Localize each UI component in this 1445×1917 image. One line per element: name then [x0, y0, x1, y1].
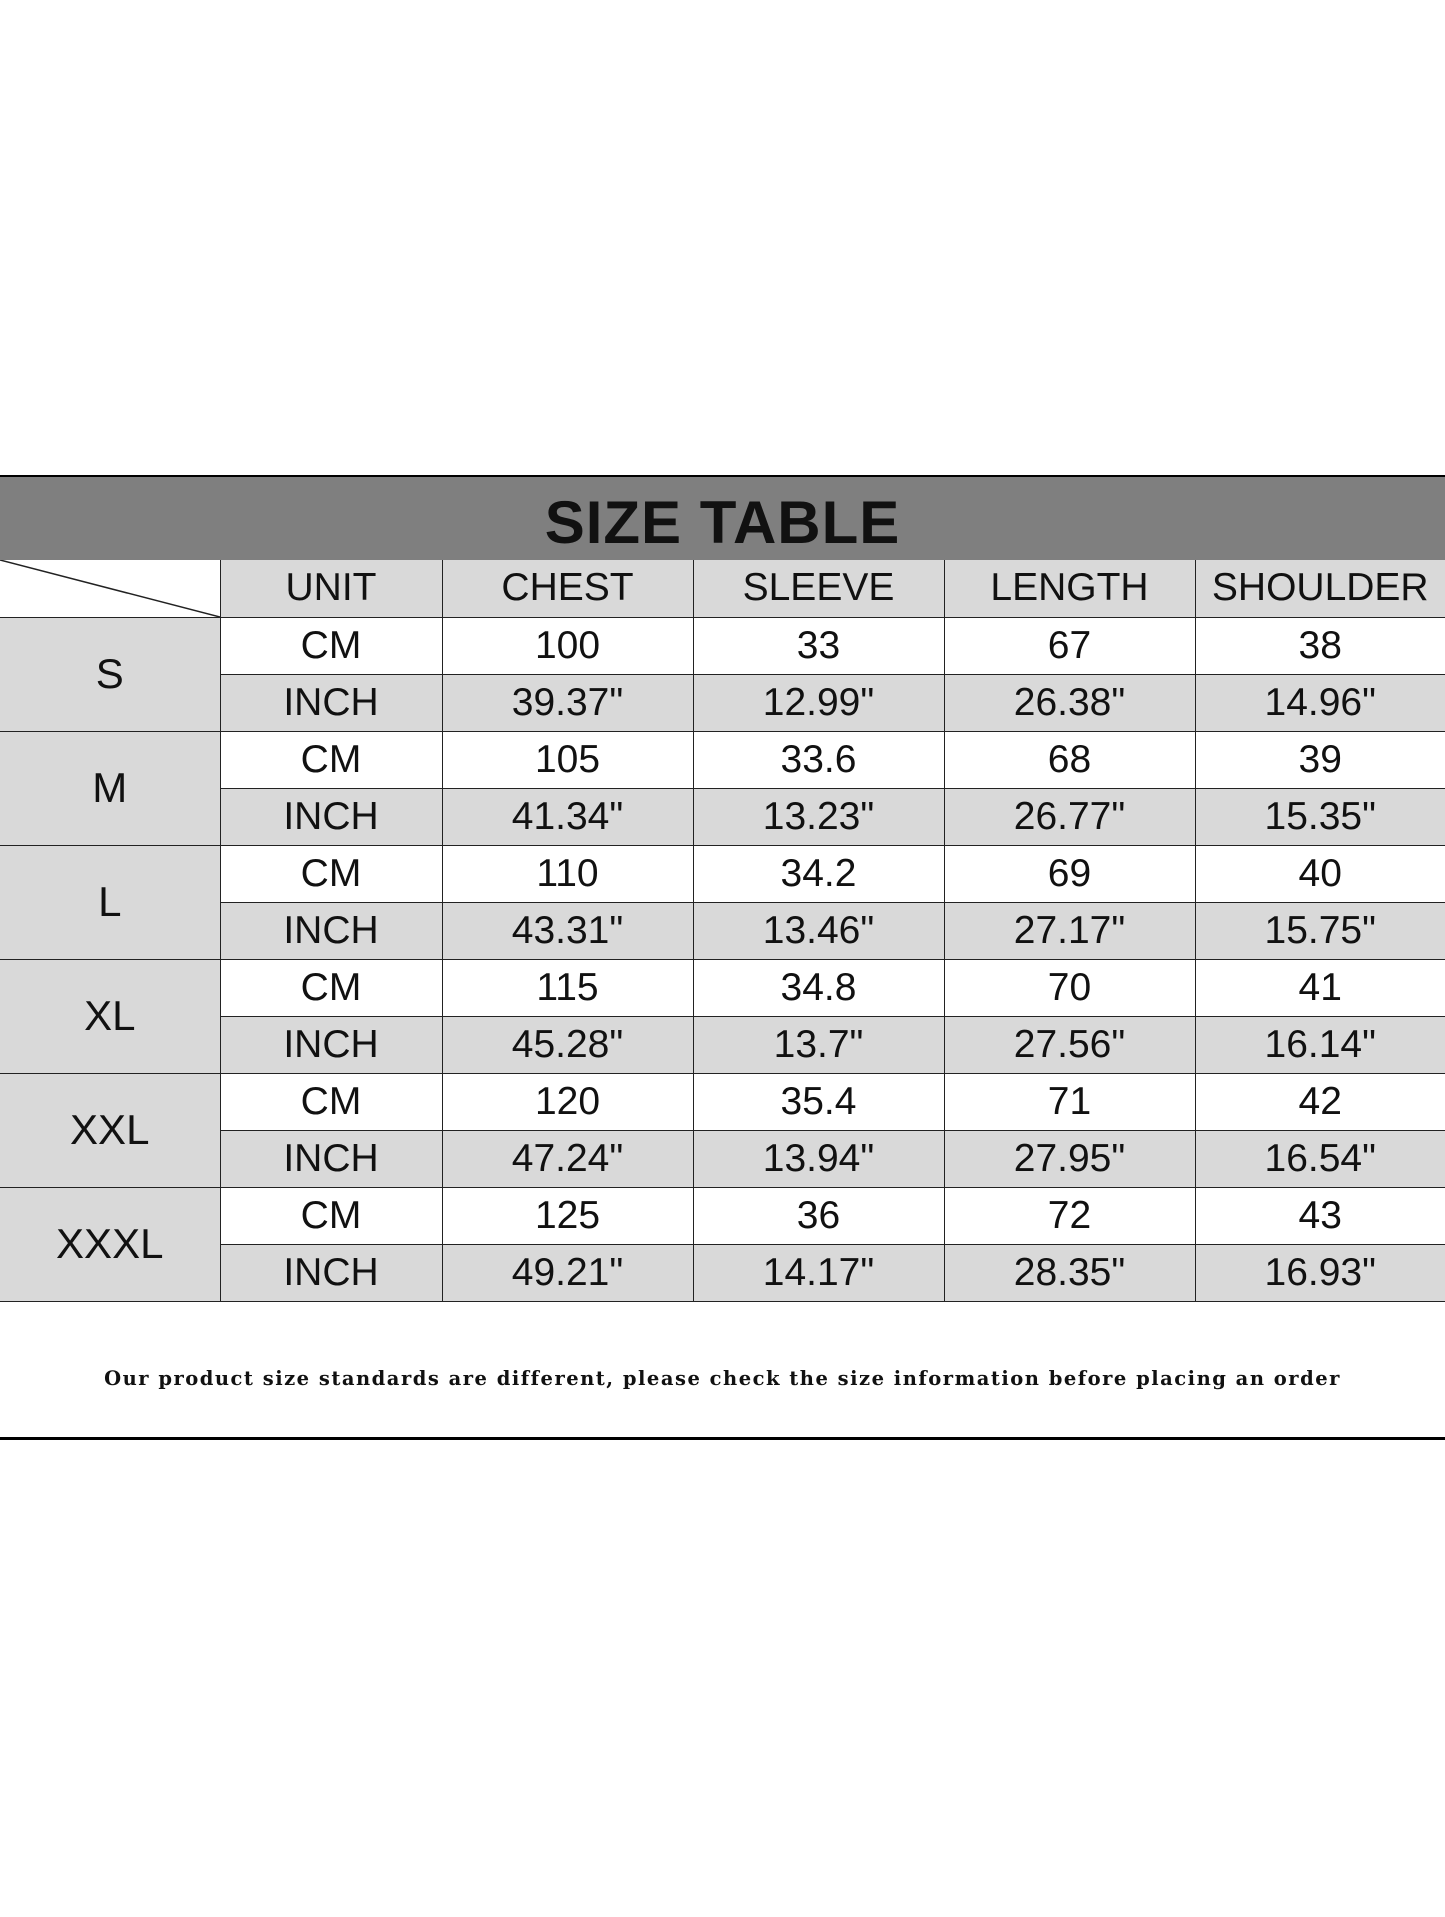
sleeve-value: 35.4	[693, 1073, 944, 1130]
table-row	[0, 1073, 1445, 1130]
sleeve-value: 34.8	[693, 959, 944, 1016]
unit-cell: CM	[220, 617, 442, 674]
length-value: 67	[944, 617, 1195, 674]
header-unit: UNIT	[220, 560, 442, 617]
unit-cell: CM	[220, 1073, 442, 1130]
chest-value: 100	[442, 617, 693, 674]
unit-cell: CM	[220, 1187, 442, 1244]
unit-cell: INCH	[220, 674, 442, 731]
length-value: 27.17"	[944, 902, 1195, 959]
shoulder-value: 16.14"	[1195, 1016, 1445, 1073]
unit-cell: CM	[220, 845, 442, 902]
shoulder-value: 40	[1195, 845, 1445, 902]
shoulder-value: 15.75"	[1195, 902, 1445, 959]
sleeve-value: 13.94"	[693, 1130, 944, 1187]
sleeve-value: 13.46"	[693, 902, 944, 959]
size-label: M	[0, 731, 220, 845]
shoulder-value: 14.96"	[1195, 674, 1445, 731]
shoulder-value: 16.93"	[1195, 1244, 1445, 1301]
chest-value: 110	[442, 845, 693, 902]
unit-cell: CM	[220, 959, 442, 1016]
unit-cell: INCH	[220, 1244, 442, 1301]
length-value: 72	[944, 1187, 1195, 1244]
header-length: LENGTH	[944, 560, 1195, 617]
length-value: 26.38"	[944, 674, 1195, 731]
chest-value: 39.37"	[442, 674, 693, 731]
shoulder-value: 42	[1195, 1073, 1445, 1130]
title-bar	[0, 477, 1445, 562]
size-label: L	[0, 845, 220, 959]
length-value: 70	[944, 959, 1195, 1016]
chest-value: 49.21"	[442, 1244, 693, 1301]
sleeve-value: 13.23"	[693, 788, 944, 845]
shoulder-value: 16.54"	[1195, 1130, 1445, 1187]
length-value: 28.35"	[944, 1244, 1195, 1301]
length-value: 27.56"	[944, 1016, 1195, 1073]
table-row	[0, 1187, 1445, 1244]
length-value: 69	[944, 845, 1195, 902]
unit-cell: INCH	[220, 1016, 442, 1073]
sleeve-value: 36	[693, 1187, 944, 1244]
length-value: 27.95"	[944, 1130, 1195, 1187]
sleeve-value: 14.17"	[693, 1244, 944, 1301]
shoulder-value: 38	[1195, 617, 1445, 674]
table-row	[0, 959, 1445, 1016]
unit-cell: INCH	[220, 788, 442, 845]
header-chest: CHEST	[442, 560, 693, 617]
unit-cell: INCH	[220, 1130, 442, 1187]
length-value: 26.77"	[944, 788, 1195, 845]
header-row	[0, 560, 1445, 617]
table-row	[0, 731, 1445, 788]
length-value: 68	[944, 731, 1195, 788]
size-label: XXL	[0, 1073, 220, 1187]
length-value: 71	[944, 1073, 1195, 1130]
table-row	[0, 845, 1445, 902]
corner-cell	[0, 560, 220, 617]
size-table	[0, 560, 1445, 1302]
sleeve-value: 33.6	[693, 731, 944, 788]
size-label: XL	[0, 959, 220, 1073]
chest-value: 43.31"	[442, 902, 693, 959]
chest-value: 125	[442, 1187, 693, 1244]
unit-cell: INCH	[220, 902, 442, 959]
sleeve-value: 12.99"	[693, 674, 944, 731]
shoulder-value: 39	[1195, 731, 1445, 788]
sleeve-value: 13.7"	[693, 1016, 944, 1073]
chest-value: 45.28"	[442, 1016, 693, 1073]
size-chart	[0, 475, 1445, 1440]
size-note: Our product size standards are different, please check the size information before placing an order	[104, 1366, 1341, 1390]
diagonal-divider	[0, 560, 220, 617]
chest-value: 47.24"	[442, 1130, 693, 1187]
size-label: S	[0, 617, 220, 731]
shoulder-value: 41	[1195, 959, 1445, 1016]
chart-title: SIZE TABLE	[544, 489, 901, 556]
shoulder-value: 15.35"	[1195, 788, 1445, 845]
sleeve-value: 34.2	[693, 845, 944, 902]
chest-value: 41.34"	[442, 788, 693, 845]
sleeve-value: 33	[693, 617, 944, 674]
note-row	[0, 1319, 1445, 1437]
shoulder-value: 43	[1195, 1187, 1445, 1244]
chest-value: 120	[442, 1073, 693, 1130]
size-label: XXXL	[0, 1187, 220, 1301]
table-row	[0, 617, 1445, 674]
chest-value: 105	[442, 731, 693, 788]
header-sleeve: SLEEVE	[693, 560, 944, 617]
chest-value: 115	[442, 959, 693, 1016]
header-shoulder: SHOULDER	[1195, 560, 1445, 617]
unit-cell: CM	[220, 731, 442, 788]
